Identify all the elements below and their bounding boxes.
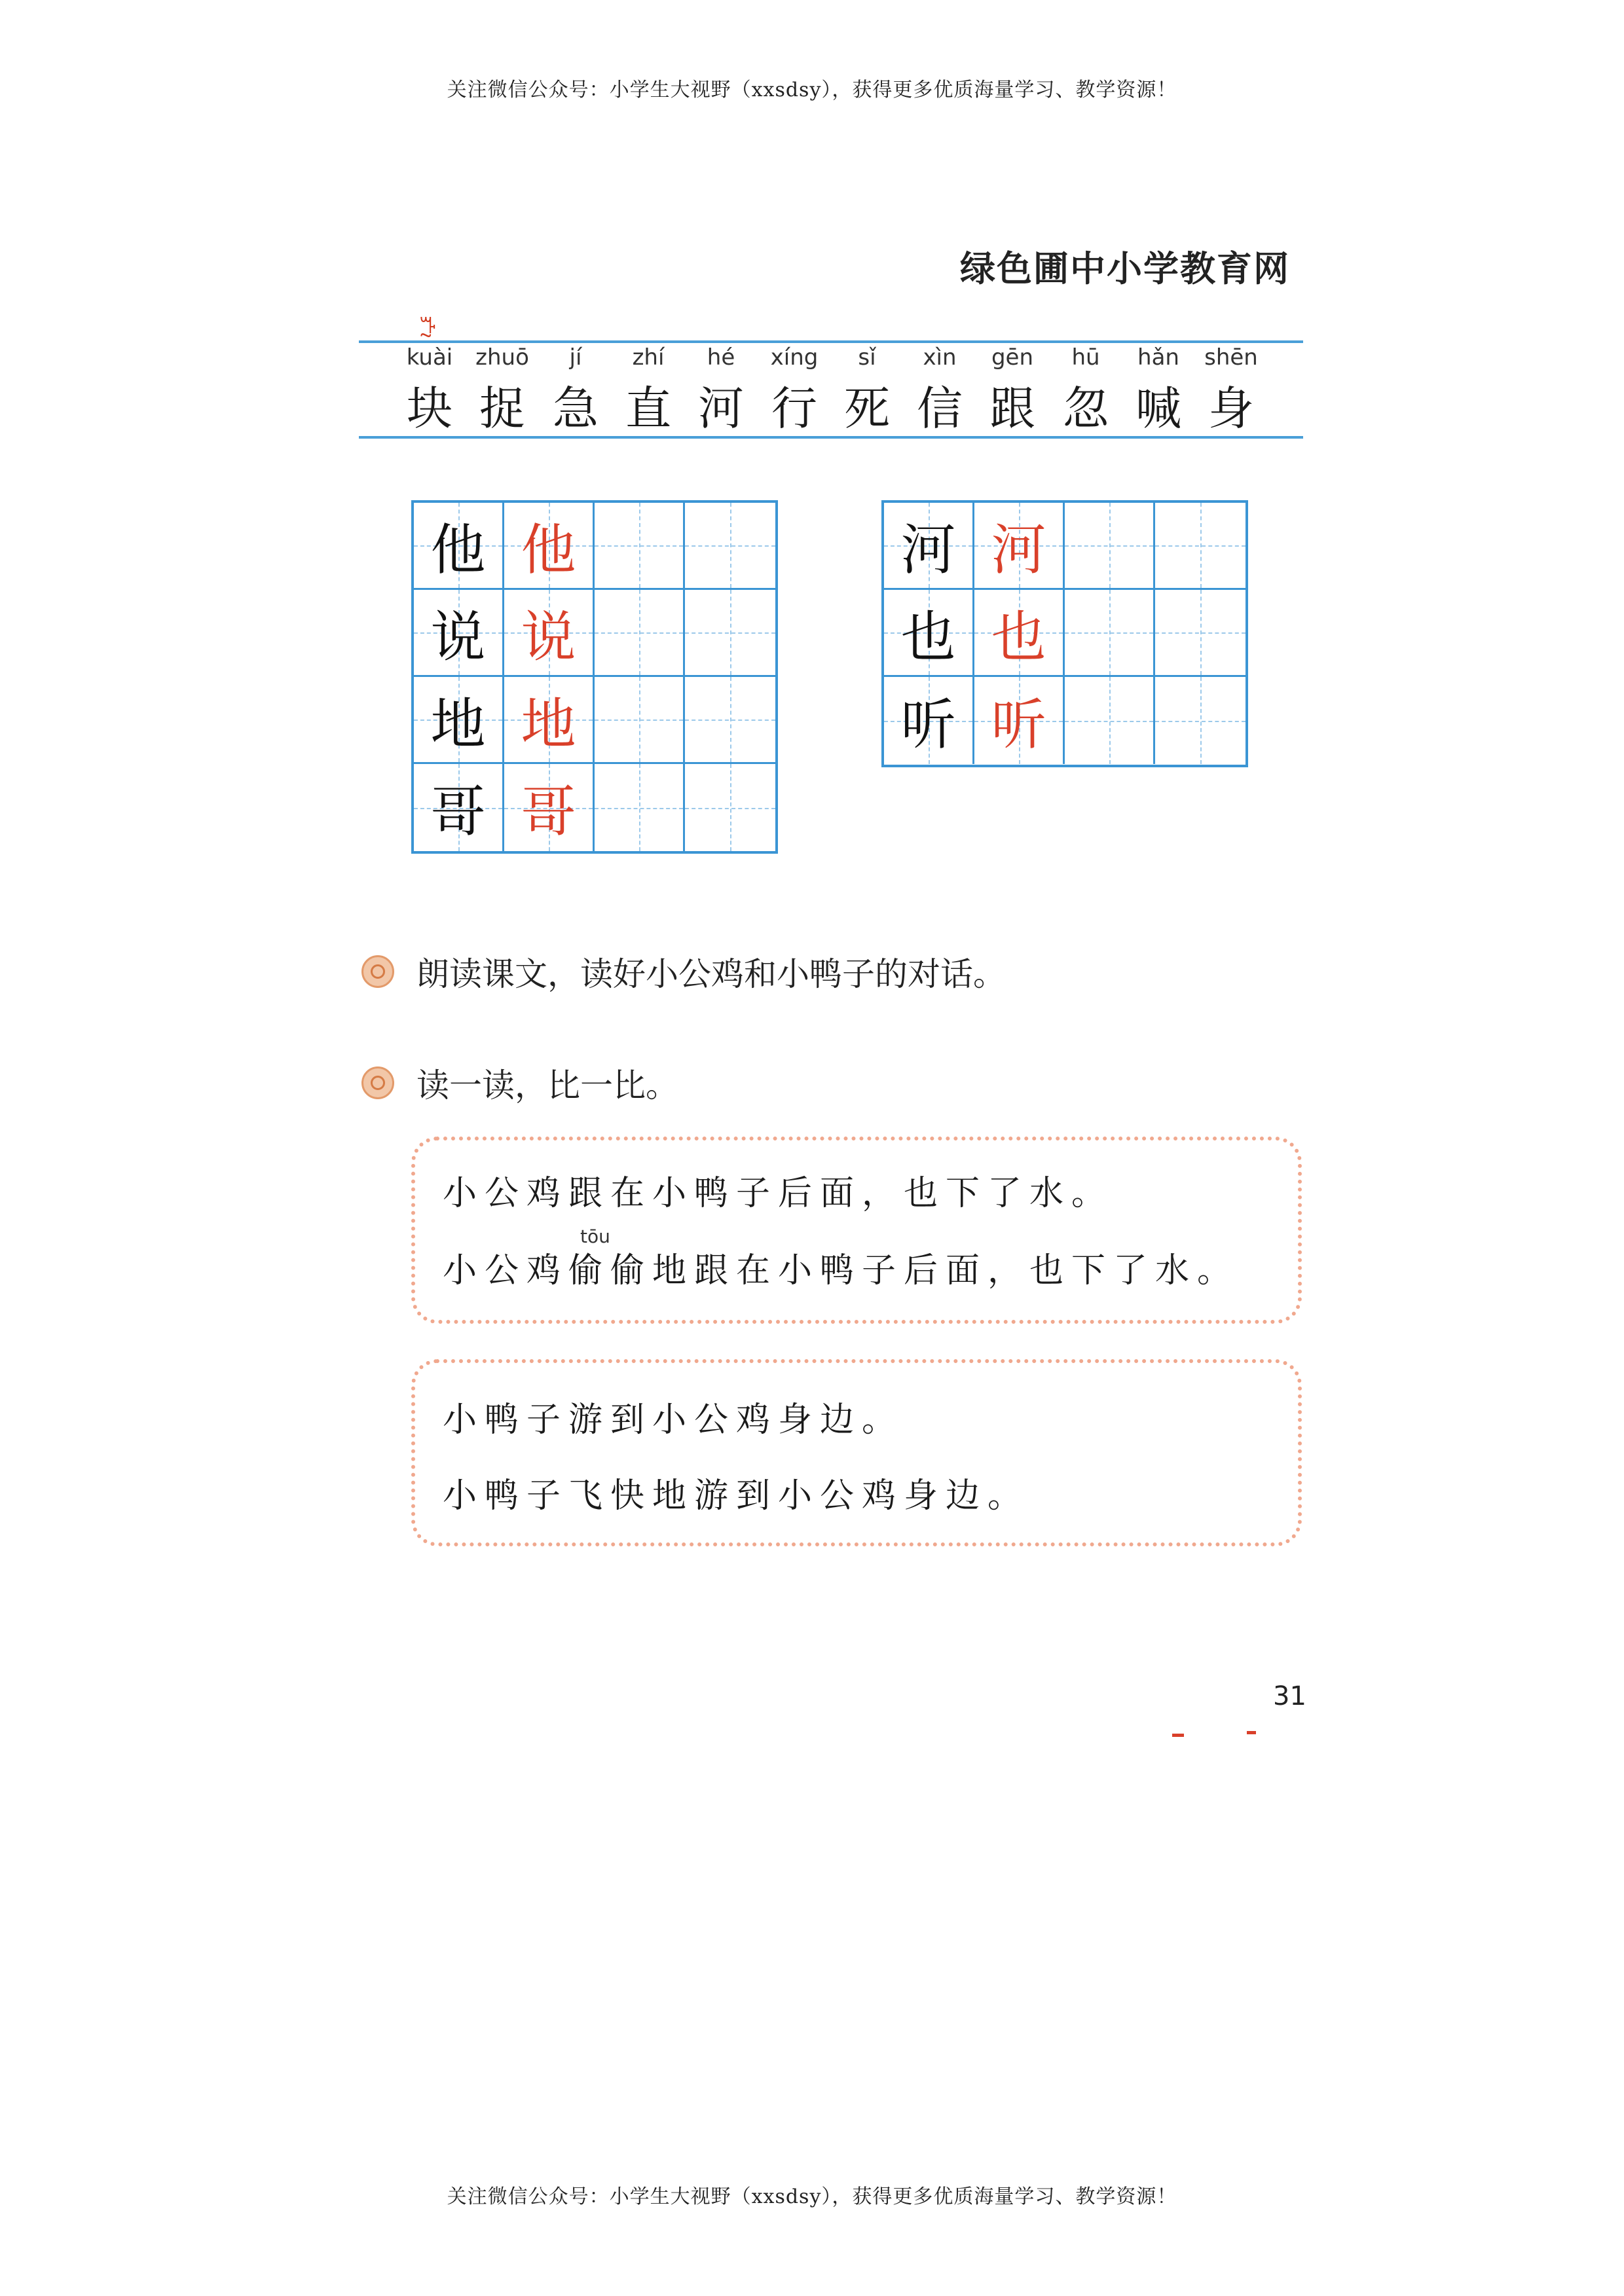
page-number: 31 (1273, 1681, 1306, 1711)
pinyin-label: jí (569, 344, 582, 371)
grid-guide-line (685, 632, 775, 634)
model-character: 地 (430, 691, 486, 756)
compare-box-1-line-2: 小公鸡偷偷地跟在小鸭子后面，也下了水。 (443, 1251, 1240, 1290)
model-character: 哥 (430, 780, 486, 844)
grid-cell (1155, 503, 1246, 590)
grid-cell (414, 764, 504, 851)
new-character: 喊 (1135, 382, 1181, 435)
compare-box-1-line-1: 小公鸡跟在小鸭子后面，也下了水。 (443, 1174, 1114, 1213)
grid-cell (1155, 590, 1246, 677)
grid-guide-line (595, 720, 683, 721)
top-rule (359, 340, 1303, 343)
grid-cell (595, 677, 685, 764)
grid-cell (974, 590, 1065, 677)
decor-dash (1172, 1734, 1184, 1737)
grid-guide-line (1065, 721, 1153, 722)
top-banner: 关注微信公众号：小学生大视野（xxsdsy），获得更多优质海量学习、教学资源！ (447, 79, 1177, 101)
bottom-rule (359, 436, 1303, 439)
pin-icon: ꔓ (419, 313, 437, 339)
model-character: 他 (430, 517, 486, 582)
model-character: 河 (900, 517, 956, 582)
pinyin-label: sǐ (858, 344, 876, 371)
grid-cell (685, 764, 775, 851)
writing-grid-right (881, 500, 1248, 767)
pinyin-label: zhuō (475, 344, 529, 371)
pinyin-label: shēn (1204, 344, 1258, 371)
tou-pinyin: tōu (580, 1226, 610, 1247)
pinyin-label: xíng (770, 344, 819, 371)
new-character: 跟 (989, 382, 1035, 435)
compare-box-2 (411, 1359, 1302, 1546)
grid-guide-line (595, 808, 683, 809)
trace-character: 他 (521, 517, 576, 582)
writing-grid-left (411, 500, 778, 854)
grid-guide-line (595, 632, 683, 634)
task-read-aloud-text: 朗读课文，读好小公鸡和小鸭子的对话。 (416, 955, 1006, 993)
pinyin-label: gēn (991, 344, 1034, 371)
grid-cell (595, 503, 685, 590)
trace-character: 哥 (521, 780, 576, 844)
grid-guide-line (685, 720, 775, 721)
grid-cell (1065, 677, 1155, 764)
grid-cell (685, 503, 775, 590)
grid-cell (504, 677, 595, 764)
grid-cell (884, 590, 974, 677)
new-character: 信 (917, 382, 963, 435)
grid-cell (414, 590, 504, 677)
pinyin-label: xìn (923, 344, 957, 371)
new-character: 捉 (479, 382, 525, 435)
task-compare-text: 读一读，比一比。 (416, 1066, 678, 1104)
task-read-aloud (361, 948, 1006, 995)
grid-guide-line (1155, 721, 1246, 722)
grid-cell (974, 503, 1065, 590)
pinyin-label: kuài (406, 344, 453, 371)
task-bullet-icon (361, 955, 394, 988)
grid-cell (504, 503, 595, 590)
new-character: 河 (698, 382, 744, 435)
brand-title: 绿色圃中小学教育网 (960, 248, 1290, 289)
pinyin-label: hǎn (1137, 344, 1179, 371)
task-bullet-icon (361, 1066, 394, 1099)
pinyin-label: zhí (632, 344, 665, 371)
trace-character: 听 (991, 693, 1046, 757)
grid-cell (1065, 503, 1155, 590)
bottom-banner: 关注微信公众号：小学生大视野（xxsdsy），获得更多优质海量学习、教学资源！ (447, 2185, 1177, 2208)
trace-character: 说 (521, 604, 576, 669)
new-character: 死 (844, 382, 890, 435)
grid-cell (685, 677, 775, 764)
grid-cell (685, 590, 775, 677)
grid-cell (504, 590, 595, 677)
model-character: 听 (900, 693, 956, 757)
grid-guide-line (1155, 545, 1246, 547)
trace-character: 也 (991, 604, 1046, 669)
grid-cell (1155, 677, 1246, 764)
new-character: 急 (553, 382, 599, 435)
compare-box-2-line-2: 小鸭子飞快地游到小公鸡身边。 (443, 1476, 1030, 1516)
grid-cell (1065, 590, 1155, 677)
grid-cell (414, 503, 504, 590)
decor-dash (1247, 1731, 1256, 1734)
grid-cell (414, 677, 504, 764)
compare-box-1 (411, 1137, 1302, 1324)
trace-character: 地 (521, 691, 576, 756)
new-character: 块 (407, 382, 452, 435)
grid-cell (974, 677, 1065, 764)
grid-cell (595, 590, 685, 677)
grid-guide-line (1065, 632, 1153, 634)
new-character: 身 (1208, 382, 1254, 435)
new-character: 行 (771, 382, 817, 435)
task-compare (361, 1059, 678, 1106)
compare-box-2-line-1: 小鸭子游到小公鸡身边。 (443, 1400, 904, 1440)
trace-character: 河 (991, 517, 1046, 582)
grid-guide-line (595, 545, 683, 547)
grid-cell (504, 764, 595, 851)
pinyin-label: hū (1071, 344, 1100, 371)
model-character: 也 (900, 604, 956, 669)
grid-guide-line (685, 808, 775, 809)
grid-cell (884, 677, 974, 764)
new-character: 忽 (1063, 382, 1109, 435)
grid-cell (595, 764, 685, 851)
pinyin-label: hé (707, 344, 735, 371)
grid-guide-line (685, 545, 775, 547)
model-character: 说 (430, 604, 486, 669)
new-character: 直 (625, 382, 671, 435)
grid-guide-line (1065, 545, 1153, 547)
grid-cell (884, 503, 974, 590)
grid-guide-line (1155, 632, 1246, 634)
